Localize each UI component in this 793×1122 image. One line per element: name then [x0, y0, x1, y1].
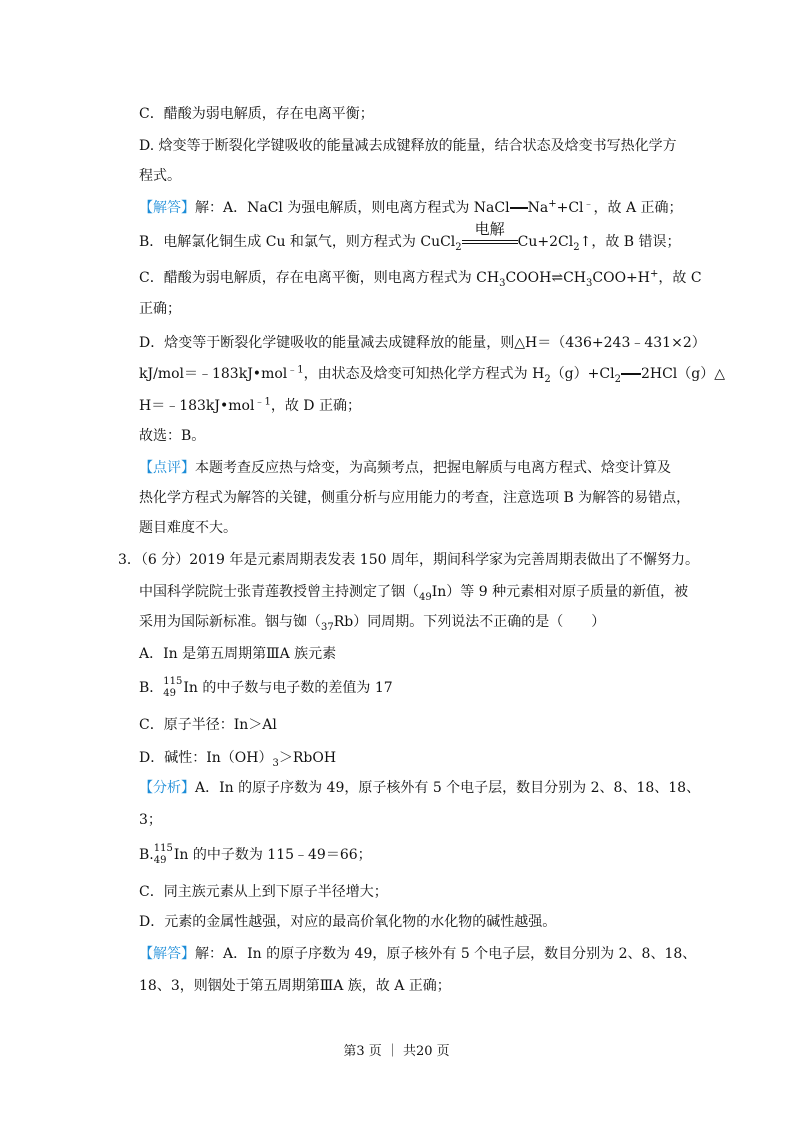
answer-line	[139, 944, 697, 964]
mass-number: 115	[163, 676, 183, 687]
mass-number: 115	[153, 843, 173, 854]
electrolysis-label: 电解	[474, 220, 505, 238]
superscript: ﹣	[583, 198, 594, 210]
text-line: D. 焓变等于断裂化学键吸收的能量减去成键释放的能量，结合状态及焓变书写热化学方	[139, 138, 677, 154]
text-span: （g）+Cl	[550, 366, 615, 382]
text-span: Cu+2Cl	[517, 234, 574, 250]
subscript: 2	[573, 241, 580, 253]
text-line: 正确；	[139, 301, 181, 317]
text-line: D．焓变等于断裂化学键吸收的能量减去成键释放的能量，则△H＝（436+243﹣431×2）	[139, 335, 706, 351]
text-span: 2HCl（g）△	[640, 366, 725, 382]
text-span: +Cl	[556, 200, 584, 216]
superscript: +	[548, 198, 557, 210]
option-b	[139, 676, 683, 700]
text-line: 热化学方程式为解答的关键，侧重分析与应用能力的考查，注意选项 B 为解答的易错点，	[139, 490, 691, 506]
analysis-tag: 【分析】	[139, 780, 195, 796]
text-line	[139, 220, 683, 253]
text-span: In）等 9 种元素相对原子质量的新值，被	[431, 584, 689, 600]
text-line	[139, 364, 725, 385]
answer-tag: 【解答】	[139, 946, 195, 962]
text-span: In 的中子数与电子数的差值为 17	[183, 680, 393, 696]
text-span: B．电解氯化铜生成 Cu 和氯气，则方程式为 CuCl	[139, 234, 456, 250]
subscript: 3	[272, 757, 279, 769]
line	[462, 240, 518, 241]
atomic-number: 49	[153, 855, 167, 866]
text-line: 3；	[139, 812, 162, 828]
text-line: C．醋酸为弱电解质，存在电离平衡；	[139, 106, 374, 122]
analysis-line	[139, 778, 701, 798]
text-span: ，故 A 正确；	[593, 200, 683, 216]
text-span: ，故 D 正确；	[270, 398, 361, 414]
text-line	[139, 582, 689, 603]
equals-arrow	[621, 369, 641, 379]
text-span: COO+H	[592, 270, 650, 286]
option-c: C．原子半径：In＞Al	[139, 717, 277, 733]
text-line: D．元素的金属性越强，对应的最高价氧化物的水化物的碱性越强。	[139, 914, 557, 930]
superscript: +	[649, 268, 659, 280]
text-span: B.	[139, 847, 154, 863]
subscript: 2	[614, 373, 621, 385]
text-span: 中国科学院院士张青莲教授曾主持测定了铟（	[139, 584, 419, 600]
subscript: 3	[499, 277, 506, 289]
option-d	[139, 748, 683, 768]
nuclide-notation	[154, 843, 173, 867]
page-footer: 第3 页 ｜ 共20 页	[343, 1044, 450, 1059]
subscript: 2	[544, 373, 551, 385]
text-line	[139, 843, 683, 867]
atomic-number: 49	[163, 688, 177, 699]
text-span: H＝﹣183kJ•mol	[139, 398, 255, 414]
text-span: ，故 C	[658, 270, 702, 286]
text-span: In 的中子数为 115﹣49＝66；	[173, 847, 372, 863]
subscript: 37	[321, 621, 334, 633]
text-span: A．In 的原子序数为 49，原子核外有 5 个电子层，数目分别为 2、8、18、18、	[195, 780, 701, 796]
text-line	[139, 396, 683, 416]
option-a: A．In 是第五周期第ⅢA 族元素	[139, 646, 337, 662]
text-line	[139, 268, 702, 289]
superscript: ﹣1	[287, 364, 304, 376]
text-span: 解：A．NaCl 为强电解质，则电离方程式为 NaCl	[195, 200, 510, 216]
text-span: COOH⇌CH	[505, 270, 586, 286]
text-line: 程式。	[139, 168, 181, 184]
text-span: 本题考查反应热与焓变，为高频考点，把握电解质与电离方程式、焓变计算及	[195, 460, 671, 476]
line	[462, 243, 518, 244]
subscript: 2	[455, 241, 462, 253]
text-span: C．醋酸为弱电解质，存在电离平衡，则电离方程式为 CH	[139, 270, 500, 286]
text-span: ＞RbOH	[278, 750, 337, 766]
text-span: 采用为国际新标准。铟与铷（	[139, 614, 321, 630]
text-span: D．碱性：In（OH）	[139, 750, 273, 766]
text-span: ，由状态及焓变可知热化学方程式为 H	[303, 366, 545, 382]
text-span: Rb）同周期。下列说法不正确的是（ ）	[333, 614, 606, 630]
electrolysis-sign	[462, 220, 518, 252]
text-span: Na	[527, 200, 549, 216]
text-span: kJ/mol＝﹣183kJ•mol	[139, 366, 288, 382]
comment-tag: 【点评】	[139, 460, 195, 476]
text-span: ↑，故 B 错误；	[579, 234, 681, 250]
subscript: 49	[419, 591, 432, 603]
text-line: 题目难度不大。	[139, 520, 237, 536]
subscript: 3	[586, 277, 593, 289]
text-line: 故选：B。	[139, 428, 206, 444]
text-span: B．	[139, 680, 164, 696]
answer-tag: 【解答】	[139, 200, 195, 216]
text-span: 解：A．In 的原子序数为 49，原子核外有 5 个电子层，数目分别为 2、8、18、	[195, 946, 697, 962]
comment-line	[139, 458, 683, 478]
text-line: C．同主族元素从上到下原子半径增大；	[139, 884, 388, 900]
superscript: ﹣1	[254, 396, 271, 408]
equals-arrow	[510, 203, 528, 213]
text-line: 18、3，则铟处于第五周期第ⅢA 族，故 A 正确；	[139, 978, 451, 994]
text-line	[139, 612, 683, 632]
nuclide-notation	[163, 676, 182, 700]
answer-line	[139, 198, 683, 218]
question-title: 3．（6 分）2019 年是元素周期表发表 150 周年，期间科学家为完善周期表做出了不懈努力。	[118, 552, 699, 568]
